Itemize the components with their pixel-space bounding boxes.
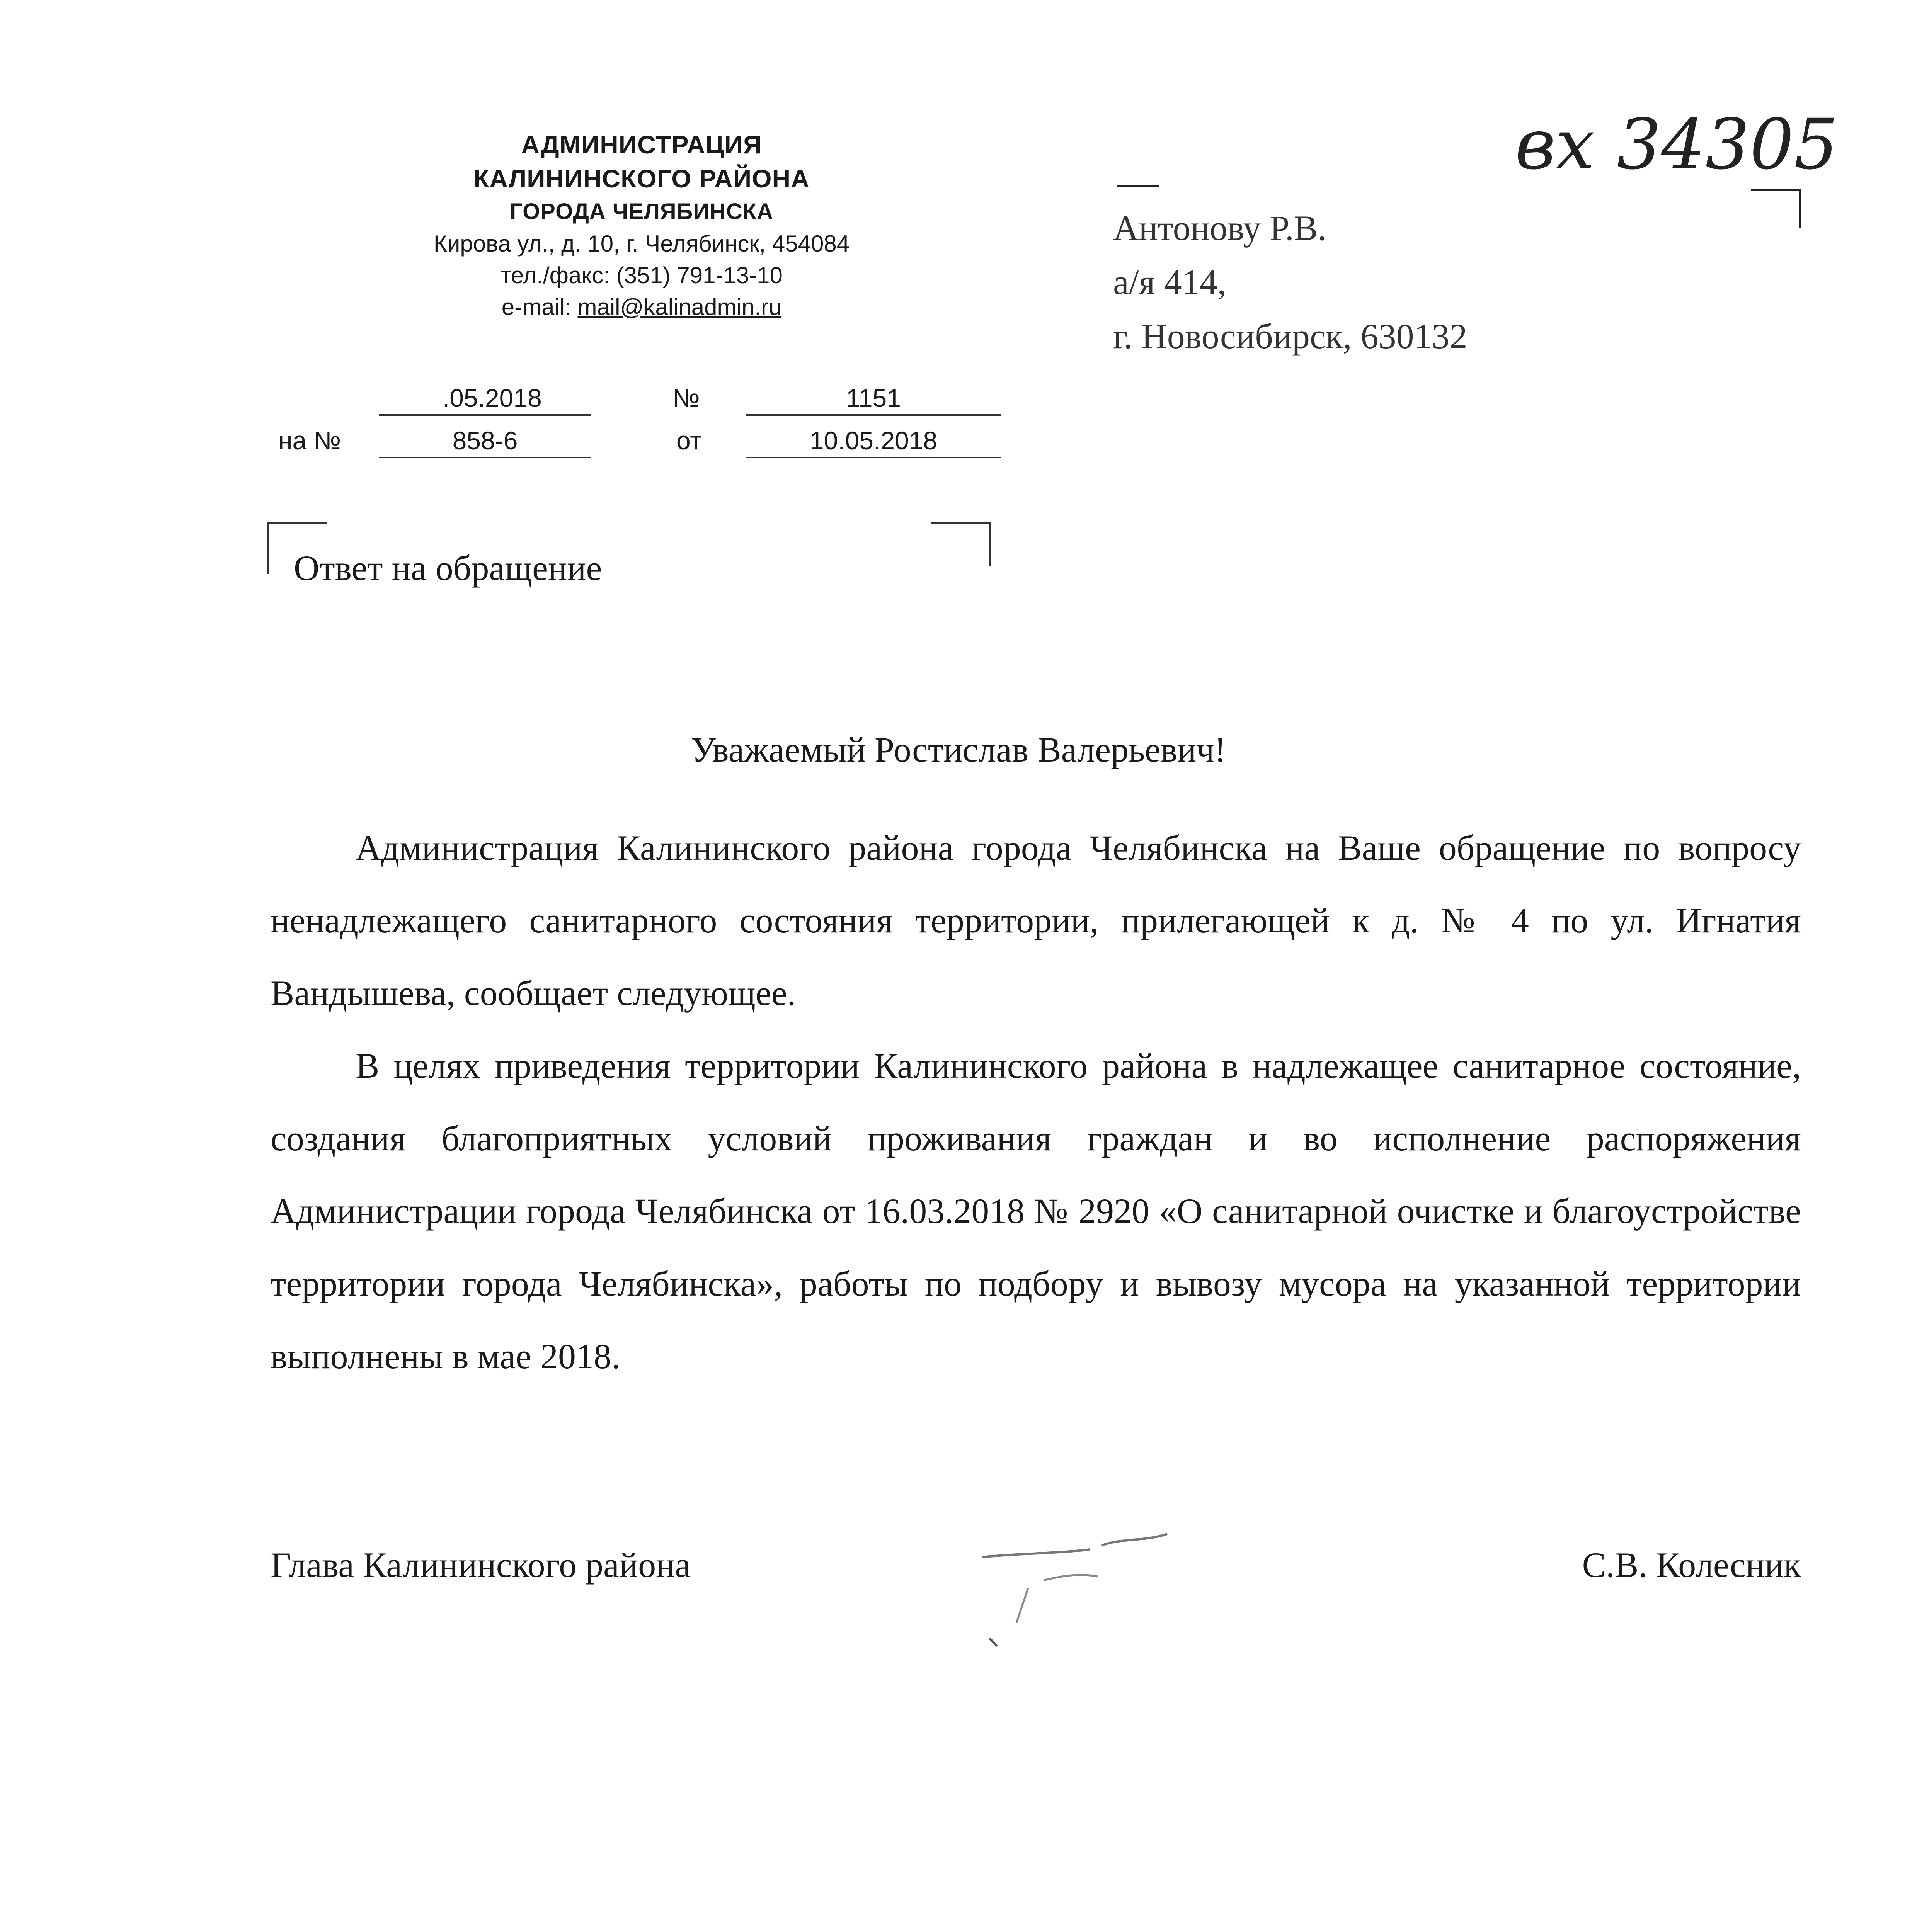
reference-number: 858-6 bbox=[452, 426, 518, 455]
outgoing-number-label: № bbox=[672, 384, 700, 412]
handwritten-tick bbox=[1799, 189, 1801, 228]
org-address: Кирова ул., д. 10, г. Челябинск, 454084 bbox=[433, 231, 850, 257]
reference-date-label: от bbox=[676, 426, 702, 455]
recipient-box: а/я 414, bbox=[1113, 262, 1226, 302]
org-phone: тел./факс: (351) 791-13-10 bbox=[501, 262, 783, 288]
outgoing-number: 1151 bbox=[846, 384, 901, 412]
org-name-line1: АДМИНИСТРАЦИЯ bbox=[521, 130, 762, 159]
recipient-dash bbox=[1117, 185, 1159, 187]
subject-line: Ответ на обращение bbox=[294, 548, 602, 588]
org-name-line2: КАЛИНИНСКОГО РАЙОНА bbox=[473, 164, 810, 193]
recipient-name: Антонову Р.В. bbox=[1113, 208, 1327, 248]
outgoing-number-field bbox=[746, 383, 1001, 416]
org-name-line3: ГОРОДА ЧЕЛЯБИНСКА bbox=[509, 199, 774, 224]
org-email-line bbox=[340, 291, 943, 323]
outgoing-date-field bbox=[379, 383, 591, 416]
handwritten-underline bbox=[1751, 189, 1801, 191]
handwritten-incoming-number: вх 34305 bbox=[1515, 104, 1839, 185]
letter-body bbox=[271, 811, 1801, 1393]
reference-date: 10.05.2018 bbox=[809, 426, 938, 455]
salutation: Уважаемый Ростислав Валерьевич! bbox=[691, 730, 1226, 769]
org-email-link[interactable]: mail@kalinadmin.ru bbox=[577, 294, 782, 320]
org-email-label: e-mail: bbox=[501, 294, 578, 320]
body-paragraph-2: В целях приведения территории Калининского района в надлежащее санитарное состояние, создания благоприятных условий проживания граждан и во исполнение распоряжения Администрации города Челябинска от 16.03.2018 № 2920 «О санитарной очистке и благоустройстве территории города Челябинска», работы по подбору и вывозу мусора на указанной территории выполнены в мае 2018. bbox=[271, 1046, 1801, 1376]
handwritten-signature bbox=[974, 1522, 1221, 1662]
signatory-name: С.В. Колесник bbox=[1582, 1545, 1801, 1585]
reference-date-field bbox=[746, 425, 1001, 458]
letterhead bbox=[340, 128, 943, 323]
body-paragraph-1: Администрация Калининского района города Челябинска на Ваше обращение по вопросу ненадлежащего санитарного состояния территории, прилегающей к д. № 4 по ул. Игнатия Вандышева, сообщает следующее. bbox=[271, 828, 1801, 1013]
recipient-city: г. Новосибирск, 630132 bbox=[1113, 316, 1468, 356]
subject-bracket-right bbox=[931, 522, 991, 566]
outgoing-date: .05.2018 bbox=[428, 384, 542, 412]
recipient-block bbox=[1113, 201, 1468, 363]
reference-number-field bbox=[379, 425, 591, 458]
reference-number-label: на № bbox=[278, 426, 341, 455]
signatory-position: Глава Калининского района bbox=[271, 1545, 691, 1585]
registration-block bbox=[271, 383, 1005, 483]
